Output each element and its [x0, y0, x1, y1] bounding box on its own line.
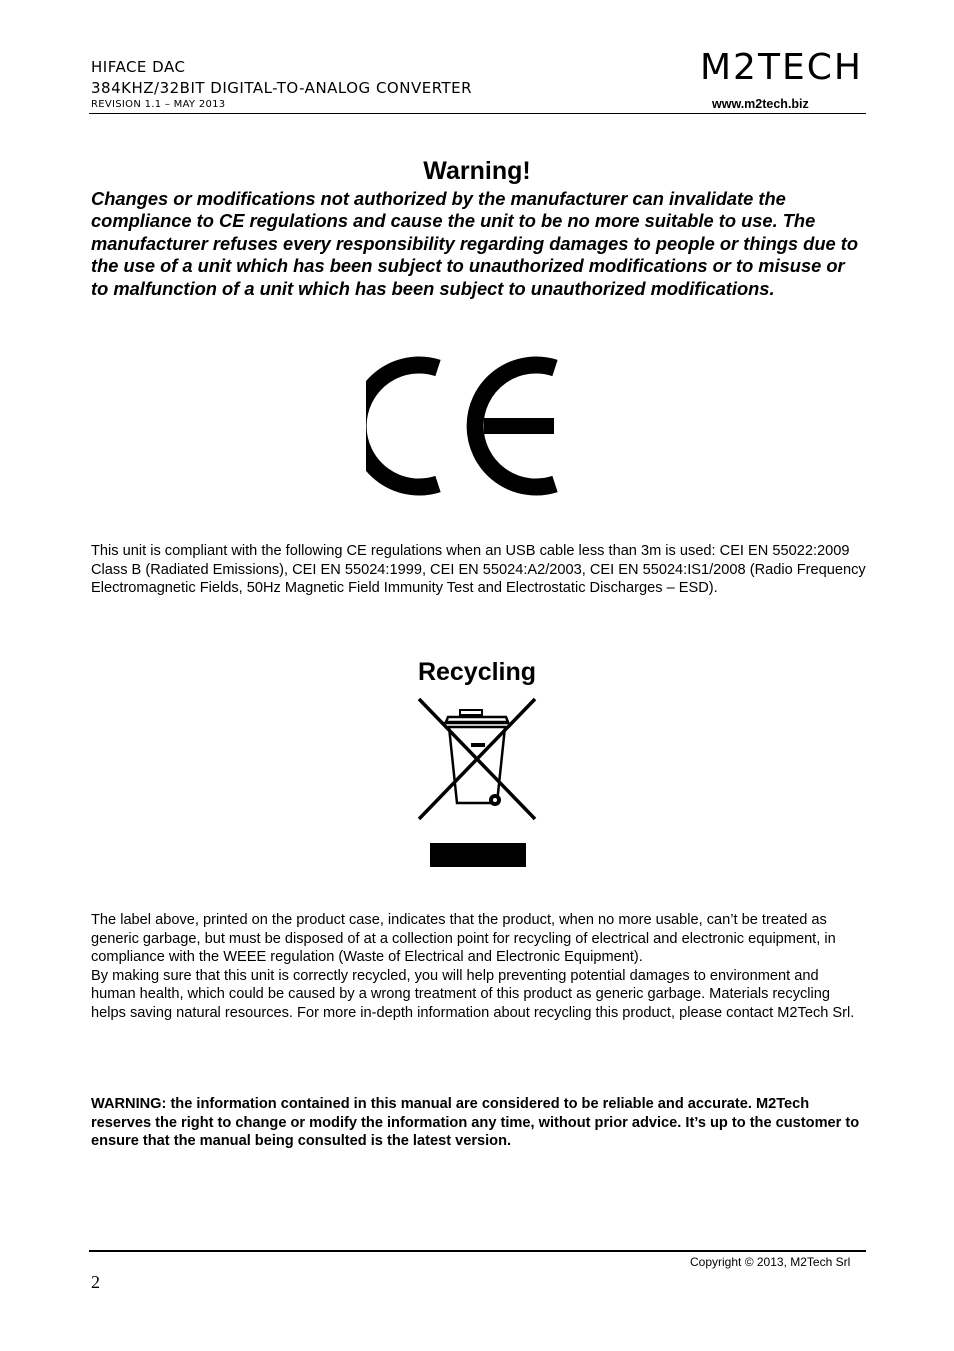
weee-black-bar — [430, 843, 526, 867]
recycling-paragraph-2: By making sure that this unit is correctly recycled, you will help preventing potential damages to environment and human health, which could be caused by a wrong treatment of this product as generic garbage. Materials recycling helps saving natural resources. For more in-depth information about recycling this product, please contact M2Tech Srl. — [91, 967, 855, 1021]
final-warning-text: WARNING: the information contained in this manual are considered to be reliable and accurate. M2Tech reserves the right to change or modify the information any time, without prior advice. It’s up to the customer to ensure that the manual being consulted is the latest version. — [91, 1096, 860, 1149]
ce-mark-icon — [366, 350, 566, 506]
ce-compliance-text: This unit is compliant with the following CE regulations when an USB cable less than 3m is used: CEI EN 55022:2009 Class B (Radiated Emissions), CEI EN 55024:1999, CEI EN 55024:A2/2003, CEI EN 55024:IS1/2008 (Radio Frequency Electromagnetic Fields, 50Hz Magnetic Field Immunity Test and Electrostatic Discharges – ESD). — [91, 543, 866, 596]
footer-copyright: Copyright © 2013, M2Tech Srl — [690, 1255, 851, 1269]
crossed-out-wheelie-bin-icon — [415, 697, 539, 823]
brand-logo: M2TECH — [700, 47, 863, 88]
header-subtitle: 384KHZ/32BIT DIGITAL-TO-ANALOG CONVERTER — [91, 79, 473, 97]
recycling-title: Recycling — [417, 658, 537, 686]
recycling-text — [91, 911, 866, 1022]
recycling-paragraph-1: The label above, printed on the product case, indicates that the product, when no more usable, can’t be treated as generic garbage, but must be disposed of at a collection point for recycling of electrical and electronic equipment, in compliance with the WEEE regulation (Waste of Electrical and Electronic Equipment). — [91, 912, 836, 965]
page-number: 2 — [91, 1272, 100, 1292]
header-url: www.m2tech.biz — [712, 97, 809, 111]
header-revision: REVISION 1.1 – MAY 2013 — [91, 99, 226, 110]
header-divider — [89, 113, 866, 114]
footer-divider — [89, 1250, 866, 1252]
warning-text: Changes or modifications not authorized by the manufacturer can invalidate the compliance to CE regulations and cause the unit to be no more suitable to use. The manufacturer refuses every responsibility regarding damages to people or things due to the use of a unit which has been subject to unauthorized modifications or to misuse or to malfunction of a unit which has been subject to unauthorized modifications. — [91, 188, 858, 299]
header-product: HIFACE DAC — [91, 58, 186, 76]
warning-title: Warning! — [423, 157, 531, 185]
